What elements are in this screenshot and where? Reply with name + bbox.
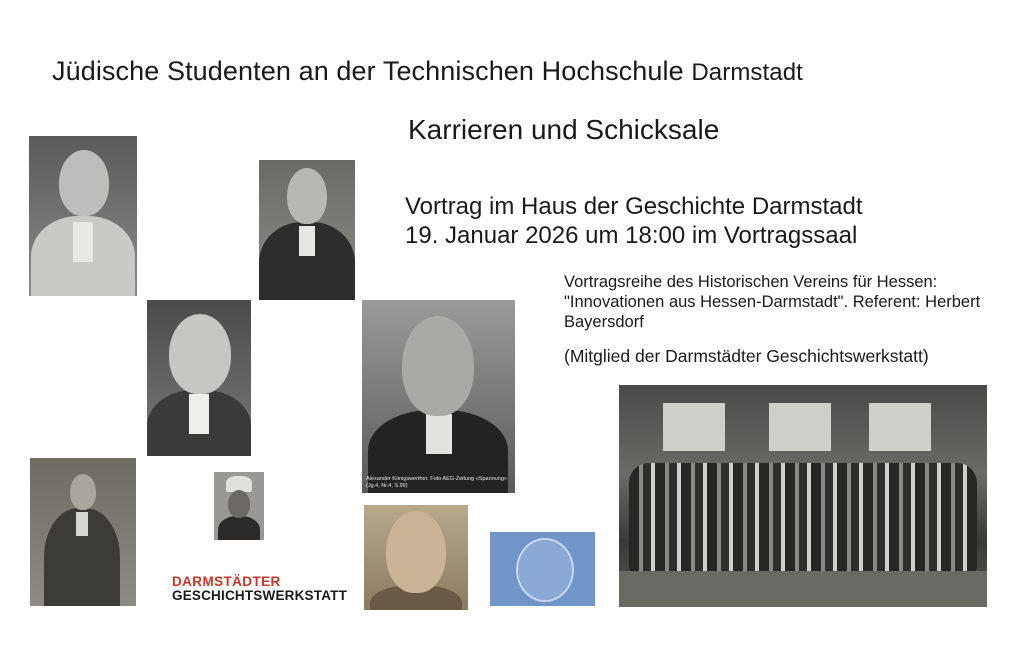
title-tail: Darmstadt [691, 59, 803, 86]
portrait-photo-6 [214, 472, 264, 540]
logo-line-2: GESCHICHTSWERKSTATT [172, 588, 348, 603]
portrait-photo-2 [259, 160, 355, 300]
geschichtswerkstatt-logo [172, 575, 347, 603]
event-info [405, 192, 863, 250]
series-info: Vortragsreihe des Historischen Vereins für Hessen: "Innovationen aus Hessen-Darmstadt". Referent: Herbert Bayersdorf [564, 273, 981, 331]
event-date: 19. Januar 2026 um 18:00 im Vortragssaal [405, 222, 858, 249]
speaker-membership: (Mitglied der Darmstädter Geschichtswerkstatt) [564, 346, 929, 366]
portrait-photo-7 [364, 505, 468, 610]
photo-caption: Alexander Königswerther. Foto AEG-Zeitung «Spannung» (Jg.4, Nr.4, S.99) [366, 476, 507, 489]
portrait-photo-5 [30, 458, 136, 606]
page-subtitle: Karrieren und Schicksale [408, 114, 720, 145]
title-main: Jüdische Studenten an der Technischen Hochschule [52, 56, 684, 86]
portrait-photo-1 [29, 136, 137, 296]
logo-line-1: DARMSTÄDTER [172, 574, 281, 589]
historical-society-seal [490, 532, 595, 606]
group-photo [619, 385, 987, 607]
portrait-photo-3 [147, 300, 251, 456]
seal-icon [516, 538, 574, 602]
page-title [52, 56, 803, 87]
event-location: Vortrag im Haus der Geschichte Darmstadt [405, 193, 863, 220]
portrait-photo-4 [362, 300, 515, 493]
